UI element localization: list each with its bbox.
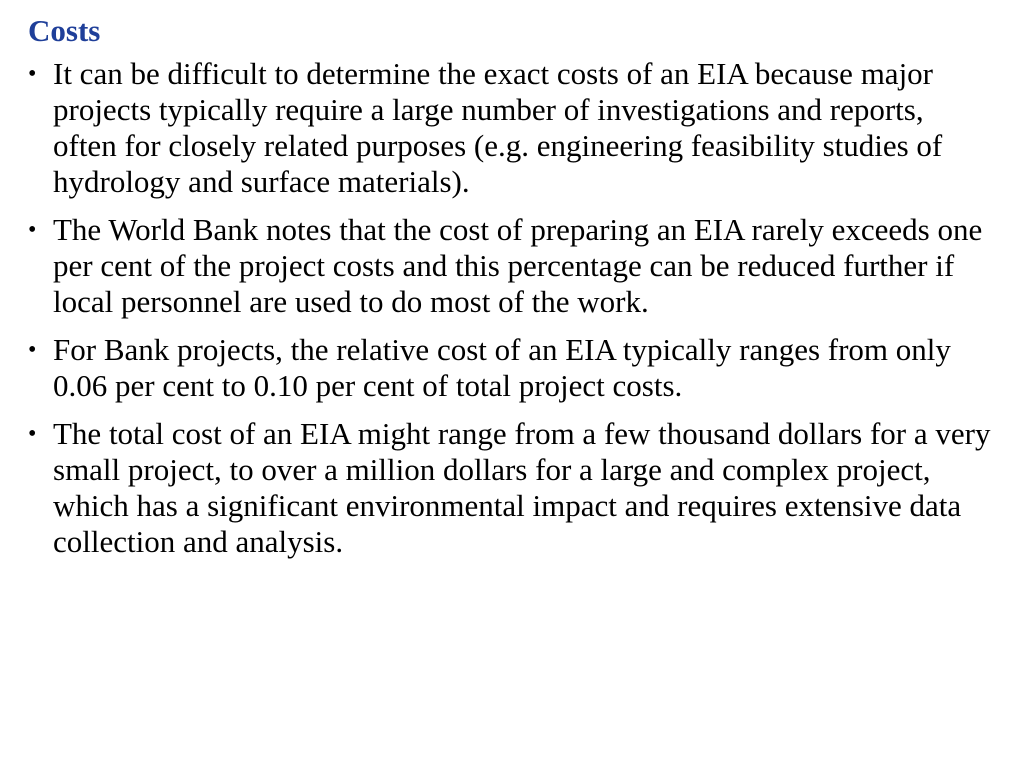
bullet-item [28,416,994,560]
bullet-text: For Bank projects, the relative cost of an EIA typically ranges from only 0.06 per cent to 0.10 per cent of total project costs. [53,332,951,403]
bullet-item [28,212,994,320]
bullet-dot-icon: • [28,217,37,243]
slide-title: Costs [28,13,101,48]
bullet-text: It can be difficult to determine the exact costs of an EIA because major projects typically require a large number of investigations and reports, often for closely related purposes (e.g. engineering feasibility studies of hydrology and surface materials). [53,56,943,199]
bullet-dot-icon: • [28,61,37,87]
bullet-text: The World Bank notes that the cost of preparing an EIA rarely exceeds one per cent of the project costs and this percentage can be reduced further if local personnel are used to do most of the work. [53,212,983,319]
bullet-list [28,56,994,560]
bullet-dot-icon: • [28,421,37,447]
bullet-item [28,332,994,404]
bullet-item [28,56,994,200]
bullet-text: The total cost of an EIA might range from a few thousand dollars for a very small project, to over a million dollars for a large and complex project, which has a significant environmental impact and requires extensive data collection and analysis. [53,416,991,559]
bullet-dot-icon: • [28,337,37,363]
